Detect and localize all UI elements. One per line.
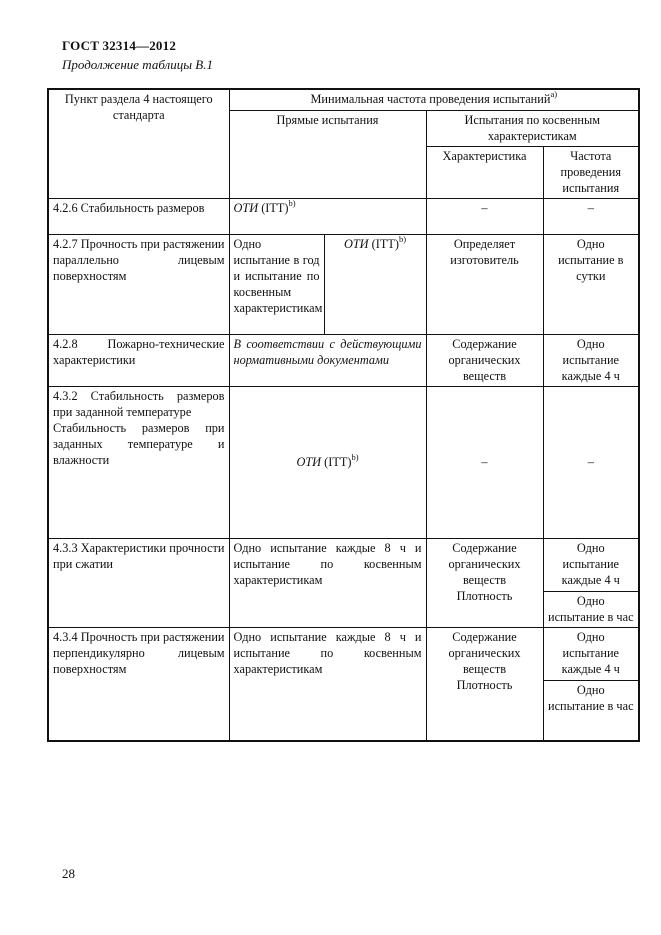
frequency-cell: Одно испытание каждые 4 ч [543, 627, 639, 680]
direct-cell: В соответствии с действующими нормативными документами [229, 334, 426, 386]
table-row [48, 234, 639, 334]
clause-cell: 4.3.4 Прочность при растяжении перпендикулярно лицевым поверхностям [48, 627, 229, 741]
table-row [48, 198, 639, 234]
clause-cell: 4.2.6 Стабильность размеров [48, 198, 229, 234]
characteristic-cell: – [426, 386, 543, 538]
frequency-cell: – [543, 386, 639, 538]
header-clause: Пункт раздела 4 настоящего стандарта [48, 89, 229, 198]
table-row [48, 386, 639, 538]
clause-cell: 4.2.7 Прочность при растяжении параллельно лицевым поверхностям [48, 234, 229, 334]
clause-text-2: Стабильность размеров при заданных температуре и влажности [53, 420, 225, 467]
clause-cell: 4.2.8 Пожарно-технические характеристики [48, 334, 229, 386]
characteristic-cell: – [426, 198, 543, 234]
direct-cell: Одно испытание каждые 8 ч и испытание по косвенным характеристикам [229, 538, 426, 627]
frequency-cell: Одно испытание в сутки [543, 234, 639, 334]
header-min-frequency: Минимальная частота проведения испытаний$^{а)}$ [229, 89, 639, 110]
standard-designation: ГОСТ 32314—2012 [62, 38, 177, 53]
clause-text-1: 4.3.2 Стабильность размеров при заданной температуре [53, 388, 225, 419]
characteristic-cell: Содержание органических веществ Плотность [426, 538, 543, 627]
header-characteristic: Характеристика [426, 146, 543, 198]
characteristic-cell: Определяет изготовитель [426, 234, 543, 334]
header-direct-tests: Прямые испытания [229, 110, 426, 198]
clause-cell: 4.3.3 Характеристики прочности при сжатии [48, 538, 229, 627]
frequency-cell-2: Одно испытание в час [543, 591, 639, 627]
frequency-cell: – [543, 198, 639, 234]
page-header [62, 36, 213, 74]
page-number: 28 [62, 866, 75, 881]
characteristic-cell: Содержание органических веществ [426, 334, 543, 386]
test-frequency-table [47, 88, 640, 742]
direct-cell: Одно испытание в год и испытание по косвенным характеристикам [229, 234, 324, 334]
clause-cell [48, 386, 229, 538]
frequency-cell-2: Одно испытание в час [543, 680, 639, 741]
direct-cell: ОТИ (ITT)$^{b)}$ [229, 198, 426, 234]
direct-cell: Одно испытание каждые 8 ч и испытание по косвенным характеристикам [229, 627, 426, 741]
table-row [48, 334, 639, 386]
header-indirect-tests: Испытания по косвенным характеристикам [426, 110, 639, 146]
direct-cell: ОТИ (ITT)$^{b)}$ [229, 386, 426, 538]
table-row [48, 627, 639, 680]
header-test-frequency: Частота проведения испытания [543, 146, 639, 198]
characteristic-cell: Содержание органических веществ Плотность [426, 627, 543, 741]
frequency-cell: Одно испытание каждые 4 ч [543, 538, 639, 591]
table-row [48, 538, 639, 591]
table-continuation-caption: Продолжение таблицы В.1 [62, 57, 213, 72]
direct-cell-2: ОТИ (ITT)$^{b)}$ [324, 234, 426, 334]
footnote-mark-a: а) [550, 89, 558, 99]
frequency-cell: Одно испытание каждые 4 ч [543, 334, 639, 386]
